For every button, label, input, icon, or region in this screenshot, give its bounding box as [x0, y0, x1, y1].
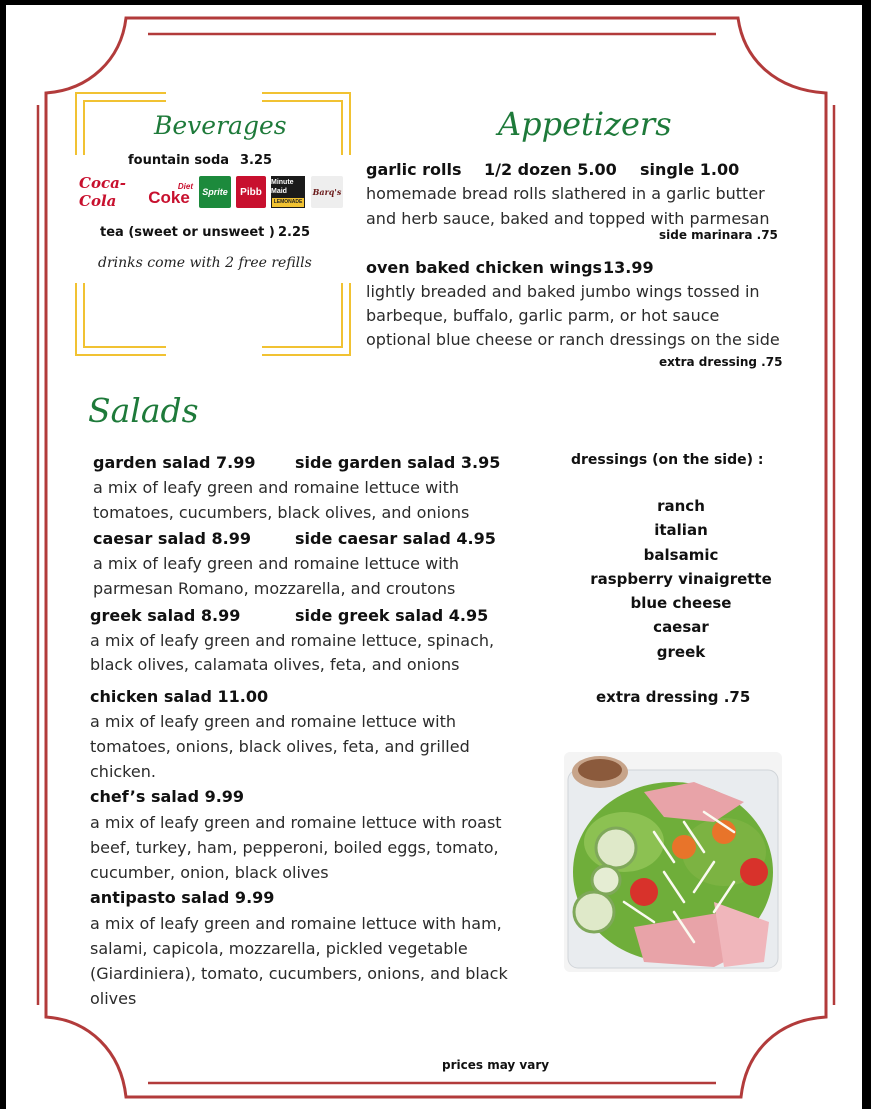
minute-maid-logo: Minute Maid LEMONADE: [271, 176, 305, 208]
menu-page: [6, 5, 862, 1109]
fountain-soda-label: fountain soda: [128, 153, 230, 168]
barqs-logo: Barq's: [311, 176, 343, 208]
dressing-item: raspberry vinaigrette: [590, 569, 772, 588]
greek-salad-desc-1: a mix of leafy green and romaine lettuce, spinach,: [90, 631, 495, 650]
chefs-salad-desc-1: a mix of leafy green and romaine lettuce with roast: [90, 813, 502, 832]
garden-salad-desc-2: tomatoes, cucumbers, black olives, and onions: [93, 503, 470, 522]
prices-may-vary-note: prices may vary: [442, 1058, 550, 1072]
dressing-item: italian: [654, 521, 708, 540]
chicken-wings-desc-1: lightly breaded and baked jumbo wings tossed in: [366, 282, 760, 301]
antipasto-salad-desc-2: salami, capicola, mozzarella, pickled vegetable: [90, 939, 468, 958]
appetizers-heading: Appetizers: [498, 105, 672, 143]
pibb-logo: Pibb: [236, 176, 266, 208]
side-marinara-note: side marinara .75: [659, 228, 778, 242]
chicken-wings-price: 13.99: [603, 258, 654, 277]
antipasto-salad-desc-1: a mix of leafy green and romaine lettuce with ham,: [90, 914, 502, 933]
side-greek-salad-name: side greek salad 4.95: [295, 606, 489, 625]
chefs-salad-name: chef’s salad 9.99: [90, 787, 245, 806]
fountain-soda-price: 3.25: [240, 153, 273, 168]
garlic-rolls-desc-1: homemade bread rolls slathered in a garlic butter: [366, 184, 765, 203]
garlic-rolls-name: garlic rolls: [366, 160, 462, 179]
sprite-logo: Sprite: [199, 176, 231, 208]
salads-heading: Salads: [88, 391, 199, 430]
beverages-heading: Beverages: [154, 111, 287, 140]
garden-salad-desc-1: a mix of leafy green and romaine lettuce with: [93, 478, 460, 497]
chicken-salad-name: chicken salad 11.00: [90, 687, 269, 706]
tea-price: 2.25: [278, 225, 311, 240]
antipasto-salad-desc-3: (Giardiniera), tomato, cucumbers, onions, and black: [90, 964, 508, 983]
garlic-rolls-half-dozen-price: 1/2 dozen 5.00: [484, 160, 617, 179]
tea-label: tea (sweet or unsweet ): [100, 225, 275, 240]
chefs-salad-desc-3: cucumber, onion, black olives: [90, 863, 329, 882]
diet-coke-logo: Diet Coke: [148, 182, 193, 207]
dressing-item: blue cheese: [630, 594, 732, 613]
side-caesar-salad-name: side caesar salad 4.95: [295, 529, 496, 548]
caesar-salad-name: caesar salad 8.99: [93, 529, 252, 548]
antipasto-salad-desc-4: olives: [90, 989, 137, 1008]
chicken-wings-desc-3: optional blue cheese or ranch dressings on the side: [366, 330, 780, 349]
caesar-salad-desc-1: a mix of leafy green and romaine lettuce with: [93, 554, 460, 573]
garden-salad-name: garden salad 7.99: [93, 453, 256, 472]
chicken-salad-desc-1: a mix of leafy green and romaine lettuce with: [90, 712, 457, 731]
coca-cola-logo: Coca-Cola: [79, 174, 127, 210]
antipasto-salad-name: antipasto salad 9.99: [90, 888, 275, 907]
dressings-heading: dressings (on the side) :: [571, 452, 764, 468]
chicken-wings-desc-2: barbeque, buffalo, garlic parm, or hot sauce: [366, 306, 720, 325]
wings-extra-dressing-note: extra dressing .75: [659, 355, 783, 369]
chicken-salad-desc-3: chicken.: [90, 762, 156, 781]
garlic-rolls-single-price: single 1.00: [640, 160, 740, 179]
chicken-wings-name: oven baked chicken wings: [366, 258, 603, 277]
chefs-salad-desc-2: beef, turkey, ham, pepperoni, boiled eggs, tomato,: [90, 838, 499, 857]
chicken-salad-desc-2: tomatoes, onions, black olives, feta, and grilled: [90, 737, 470, 756]
salad-extra-dressing-note: extra dressing .75: [596, 688, 751, 706]
dressings-list: [566, 494, 796, 664]
dressing-item: ranch: [657, 497, 705, 515]
side-garden-salad-name: side garden salad 3.95: [295, 453, 501, 472]
greek-salad-desc-2: black olives, calamata olives, feta, and onions: [90, 655, 460, 674]
dressing-item: greek: [656, 642, 706, 661]
salad-photo: [564, 752, 782, 972]
caesar-salad-desc-2: parmesan Romano, mozzarella, and croutons: [93, 579, 456, 598]
dressing-item: caesar: [653, 618, 709, 637]
greek-salad-name: greek salad 8.99: [90, 606, 241, 625]
refills-note: drinks come with 2 free refills: [98, 255, 312, 271]
garlic-rolls-desc-2: and herb sauce, baked and topped with parmesan: [366, 209, 770, 228]
dressing-item: balsamic: [643, 545, 719, 564]
